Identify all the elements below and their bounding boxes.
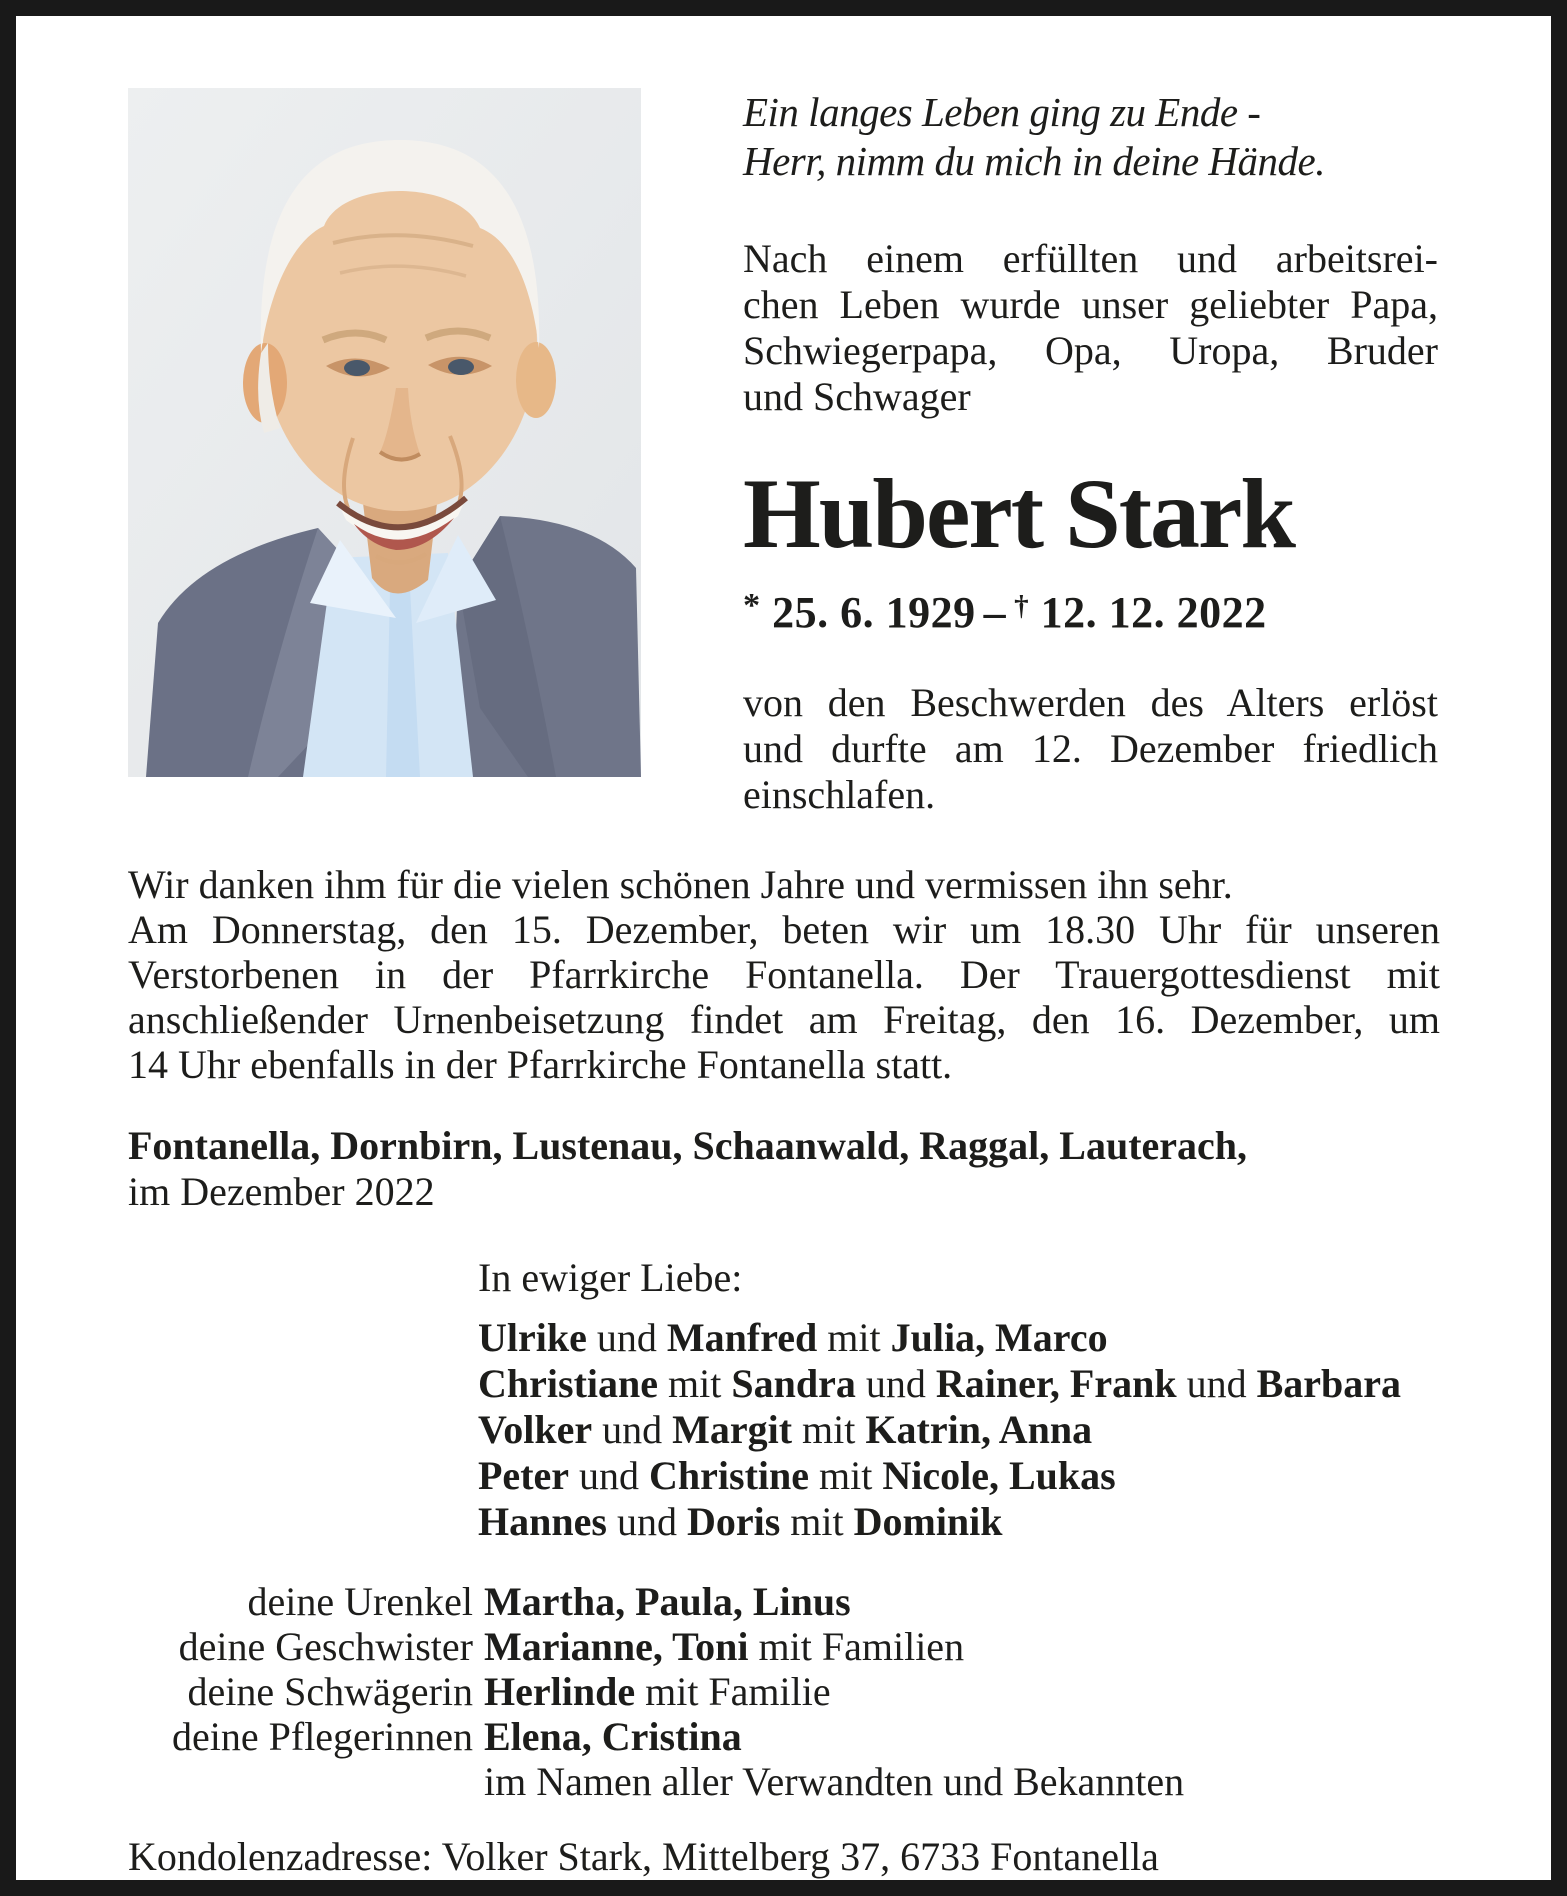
date-separator: – [983,588,1007,637]
service-line: 14 Uhr ebenfalls in der Pfarrkirche Fontanella statt. [128,1042,953,1087]
portrait-illustration [128,88,641,777]
family-line: Volker und Margit mit Katrin, Anna [478,1407,1093,1452]
intro-line: Nach einem erfüllten und arbeitsrei- [743,236,1438,281]
family-line: Hannes und Doris mit Dominik [478,1499,1003,1544]
relation-label [128,1759,473,1804]
relation-names: Marianne, Toni mit Familien [484,1624,965,1669]
death-symbol: † [1014,590,1030,622]
birth-date: 25. 6. 1929 [772,588,976,637]
family-line: Ulrike und Manfred mit Julia, Marco [478,1315,1108,1360]
passing-line: einschlafen. [743,772,936,817]
relation-label: deine Pflegerinnen [172,1714,473,1759]
family-line: Christiane mit Sandra und Rainer, Frank und Barbara [478,1361,1402,1406]
right-column [743,88,1438,818]
passing-line: von den Beschwerden des Alters erlöst [743,680,1438,725]
birth-symbol: * [743,586,761,624]
relatives-row [128,1669,1440,1714]
relatives-row [128,1624,1440,1669]
relation-label: deine Schwägerin [187,1669,473,1714]
intro-paragraph [743,236,1438,420]
service-line: Verstorbenen in der Pfarrkirche Fontanella. Der Trauergottesdienst mit [128,952,1440,997]
intro-line: und Schwager [743,374,971,419]
relatives-block [128,1579,1440,1804]
relation-label: deine Urenkel [247,1579,473,1624]
service-line: Am Donnerstag, den 15. Dezember, beten wir um 18.30 Uhr für unseren [128,907,1440,952]
origin-block [128,1123,1440,1215]
relatives-row [128,1579,1440,1624]
relation-names: Elena, Cristina [484,1714,742,1759]
top-section [128,88,1440,818]
opening-verse [743,88,1438,186]
left-eye [344,360,370,376]
relatives-row [128,1759,1440,1804]
passing-line: und durfte am 12. Dezember friedlich [743,726,1438,771]
body-paragraph [128,862,1440,1087]
life-dates [743,586,1438,638]
relation-label: deine Geschwister [178,1624,473,1669]
thanks-line: Wir danken ihm für die vielen schönen Jahre und vermissen ihn sehr. [128,862,1233,907]
condolence-address: Kondolenzadresse: Volker Stark, Mittelberg 37, 6733 Fontanella [128,1834,1159,1879]
death-date: 12. 12. 2022 [1040,588,1267,637]
service-line: anschließender Urnenbeisetzung findet am Freitag, den 16. Dezember, um [128,997,1440,1042]
deceased-name: Hubert Stark [743,458,1294,569]
verse-line: Herr, nimm du mich in deine Hände. [743,138,1325,184]
intro-line: chen Leben wurde unser geliebter Papa, [743,282,1438,327]
family-block [478,1255,1440,1545]
verse-line: Ein langes Leben ging zu Ende - [743,89,1261,135]
portrait-photo [128,88,641,777]
intro-line: Schwiegerpapa, Opa, Uropa, Bruder [743,328,1438,373]
origin-date-line: im Dezember 2022 [128,1169,435,1214]
family-line: Peter und Christine mit Nicole, Lukas [478,1453,1116,1498]
love-heading: In ewiger Liebe: [478,1255,743,1300]
right-eye [448,359,474,375]
closing-line: im Namen aller Verwandten und Bekannten [484,1759,1185,1804]
relatives-row [128,1714,1440,1759]
right-ear [516,342,556,418]
relation-names: Herlinde mit Familie [484,1669,831,1714]
passing-paragraph [743,680,1438,818]
places-line: Fontanella, Dornbirn, Lustenau, Schaanwald, Raggal, Lauterach, [128,1123,1248,1168]
relation-names: Martha, Paula, Linus [484,1579,851,1624]
